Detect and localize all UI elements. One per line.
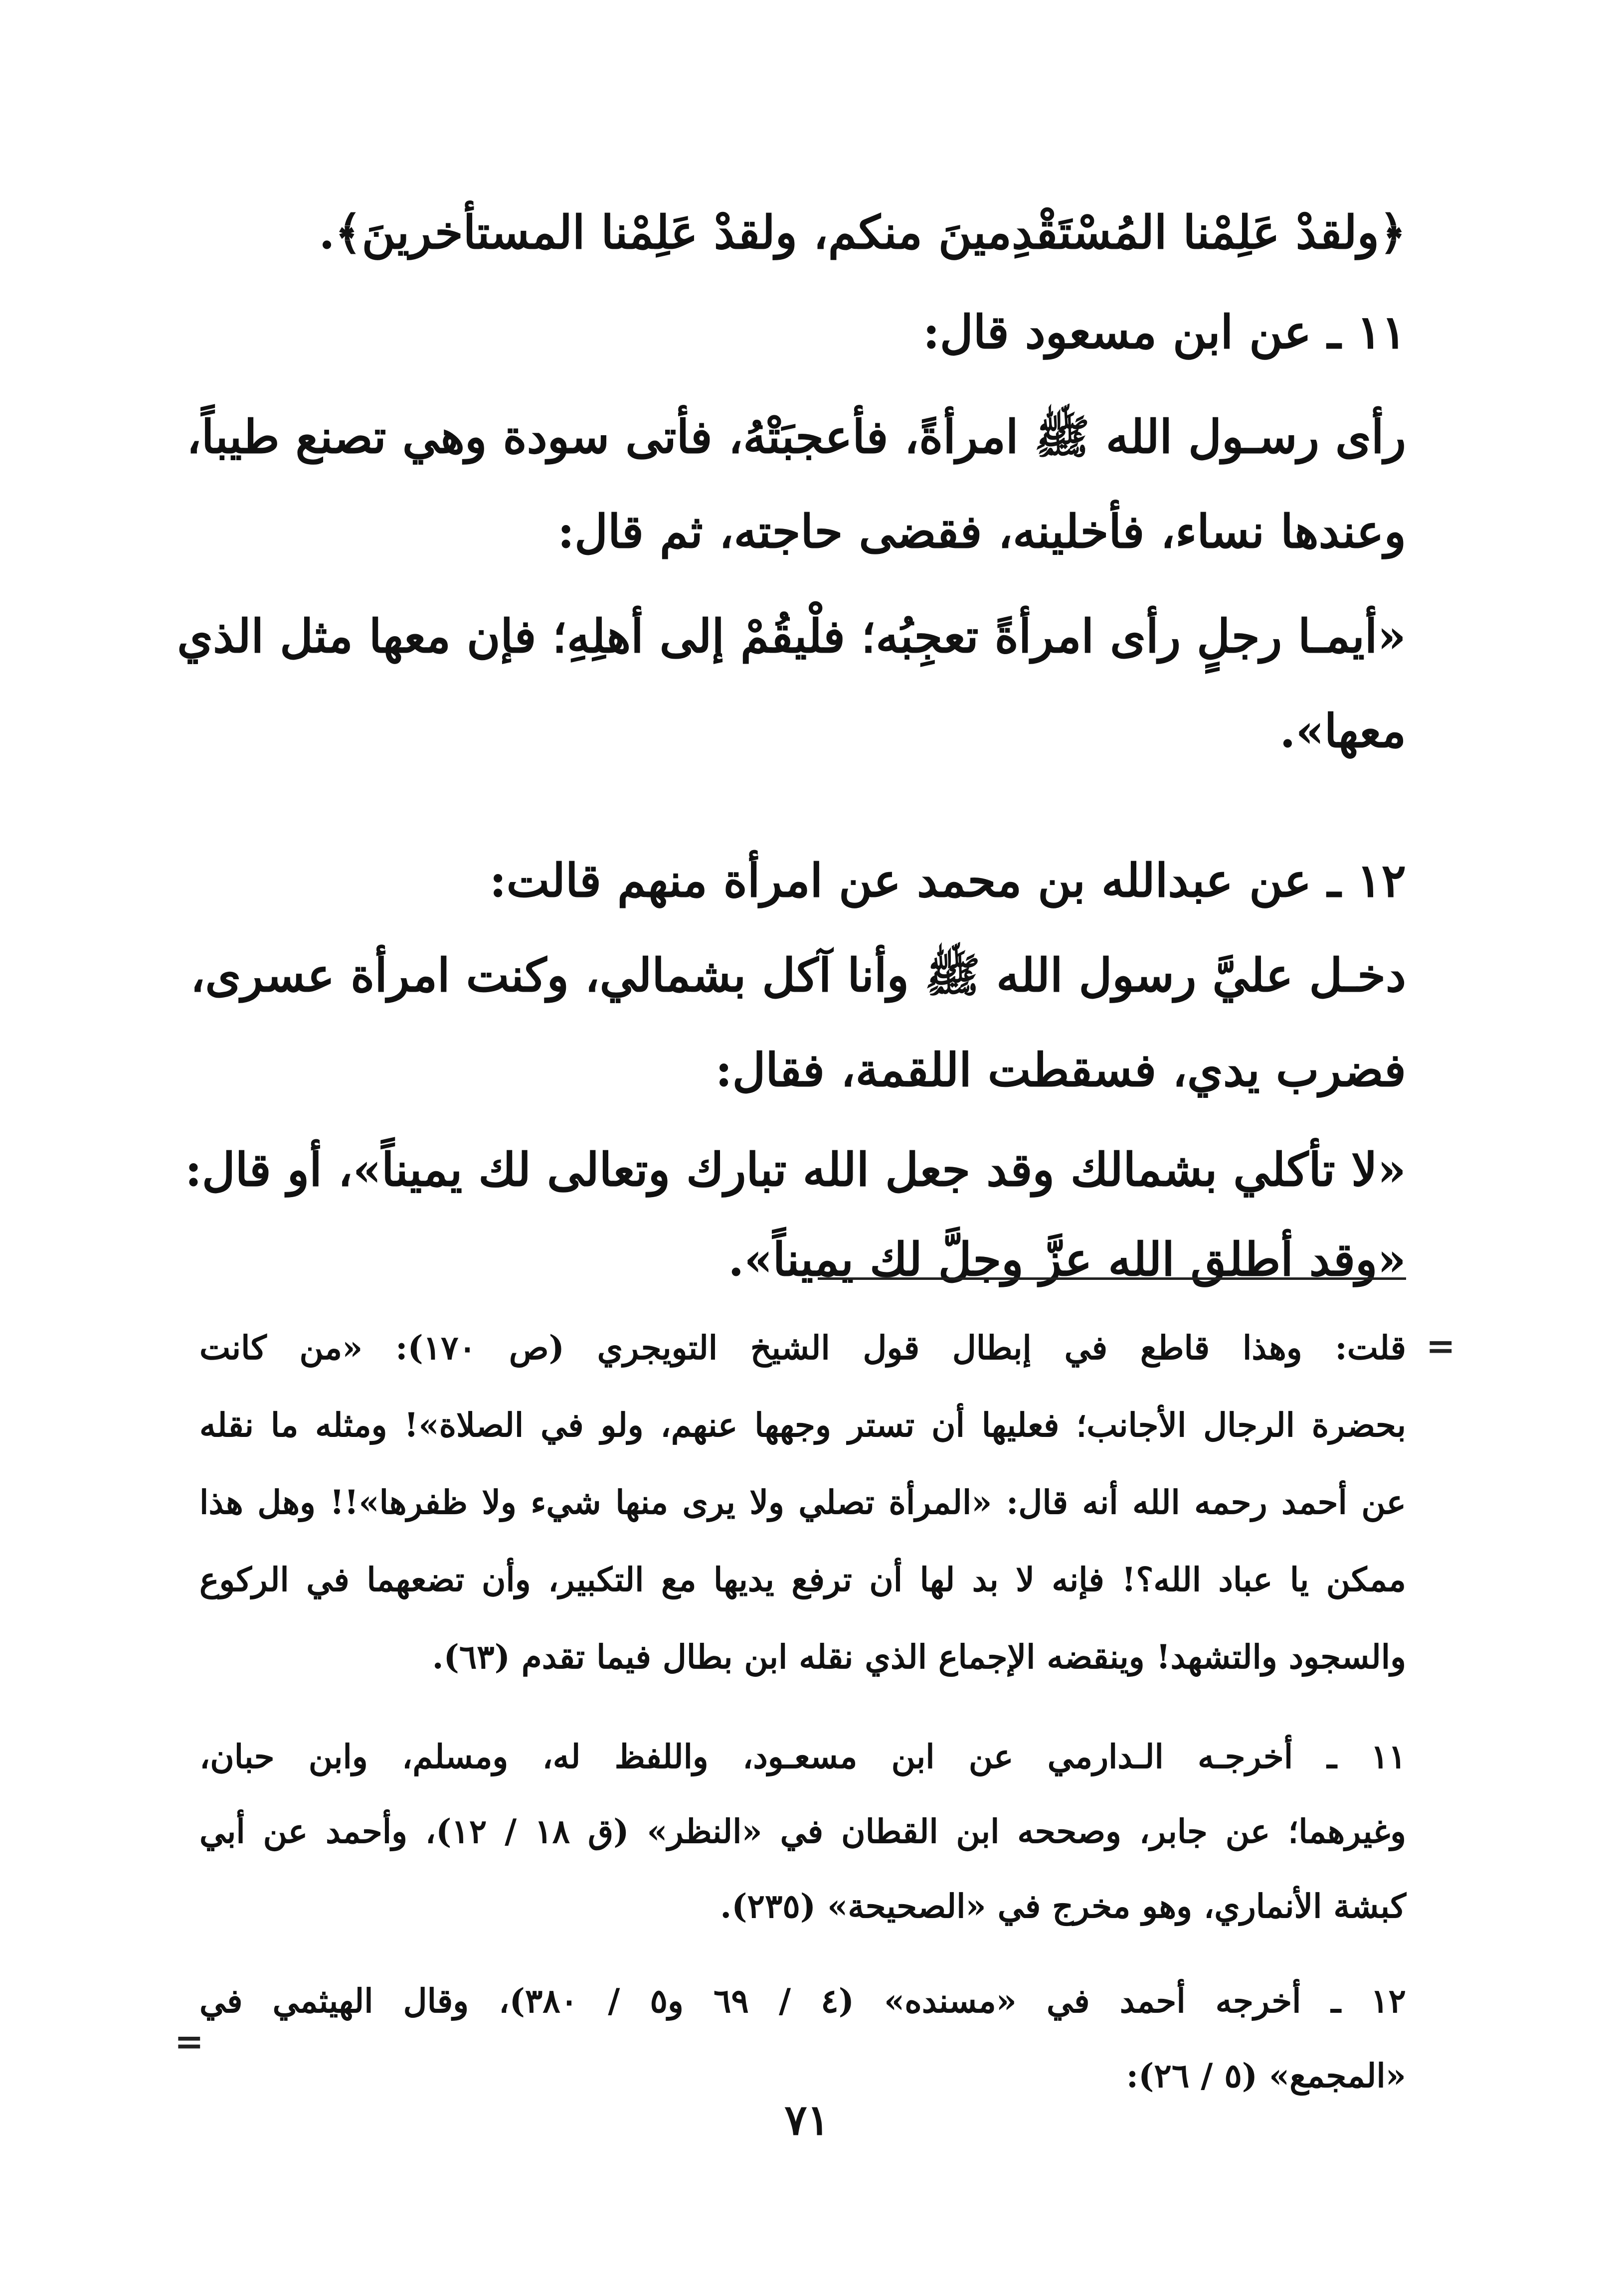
hadith-11-heading: ١١ ـ عن ابن مسعود قال:: [922, 305, 1406, 359]
hadith-12-text-line: دخـل عليَّ رسول الله ﷺ وأنا آكل بشمالي، وكنت امرأة عسرى،: [190, 948, 1406, 1002]
footnote-11-line: وغيرهما؛ عن جابر، وصححه ابن القطان في «النظر» (ق ١٨ / ١٢)، وأحمد عن أبي: [199, 1812, 1406, 1851]
footnote-12-line: ١٢ ـ أخرجه أحمد في «مسنده» (٤ / ٦٩ و٥ / ٣٨٠)، وقال الهيثمي في: [199, 1981, 1407, 2020]
hadith-12-quote-line: «وقد أطلق الله عزَّ وجلَّ لك يميناً».: [728, 1233, 1406, 1286]
hadith-12-quote-line: «لا تأكلي بشمالك وقد جعل الله تبارك وتعالى لك يميناً»، أو قال:: [184, 1143, 1406, 1197]
footnote-line: بحضرة الرجال الأجانب؛ فعليها أن تستر وجهها عنهم، ولو في الصلاة»! ومثله ما نقله: [199, 1406, 1406, 1444]
hadith-12-heading: ١٢ ـ عن عبدالله بن محمد عن امرأة منهم قالت:: [489, 854, 1406, 907]
hadith-11-text-line: رأى رسـول الله ﷺ امرأةً، فأعجبَتْهُ، فأتى سودة وهي تصنع طيباً،: [186, 410, 1406, 464]
hadith-11-quote-line: معها».: [1279, 704, 1406, 758]
hadith-11-quote-line: «أيمـا رجلٍ رأى امرأةً تعجِبُه؛ فلْيقُمْ إلى أهلِهِ؛ فإن معها مثل الذي: [177, 609, 1406, 663]
footnote-11-line: ١١ ـ أخرجـه الـدارمي عن ابن مسعـود، واللفظ له، ومسلم، وابن حبان،: [199, 1737, 1406, 1776]
continuation-mark-top: =: [1426, 1325, 1455, 1367]
footnote-separator: [818, 1277, 1406, 1280]
footnote-line: ممكن يا عباد الله؟! فإنه لا بد لها أن ترفع يديها مع التكبير، وأن تضعهما في الركوع: [199, 1560, 1406, 1599]
hadith-12-text-line: فضرب يدي، فسقطت اللقمة، فقال:: [715, 1043, 1406, 1097]
quran-verse-line: ﴿ولقدْ عَلِمْنا المُسْتَقْدِمينَ منكم، ولقدْ عَلِمْنا المستأخرينَ﴾.: [319, 205, 1406, 259]
footnote-line: عن أحمد رحمه الله أنه قال: «المرأة تصلي ولا يرى منها شيء ولا ظفرها»!! وهل هذا: [199, 1483, 1407, 1522]
footnote-line: والسجود والتشهد! وينقضه الإجماع الذي نقله ابن بطال فيما تقدم (٦٣).: [432, 1637, 1406, 1676]
continuation-mark-bottom: =: [175, 2021, 204, 2062]
hadith-11-text-line: وعندها نساء، فأخلينه، فقضى حاجته، ثم قال:: [557, 505, 1406, 558]
page-number: ٧١: [784, 2095, 830, 2144]
footnote-line: قلت: وهذا قاطع في إبطال قول الشيخ التويجري (ص ١٧٠): «من كانت: [199, 1328, 1407, 1367]
footnote-12-line: «المجمع» (٥ / ٢٦):: [1126, 2056, 1406, 2095]
footnote-11-line: كبشة الأنماري، وهو مخرج في «الصحيحة» (٢٣٥).: [720, 1887, 1406, 1926]
